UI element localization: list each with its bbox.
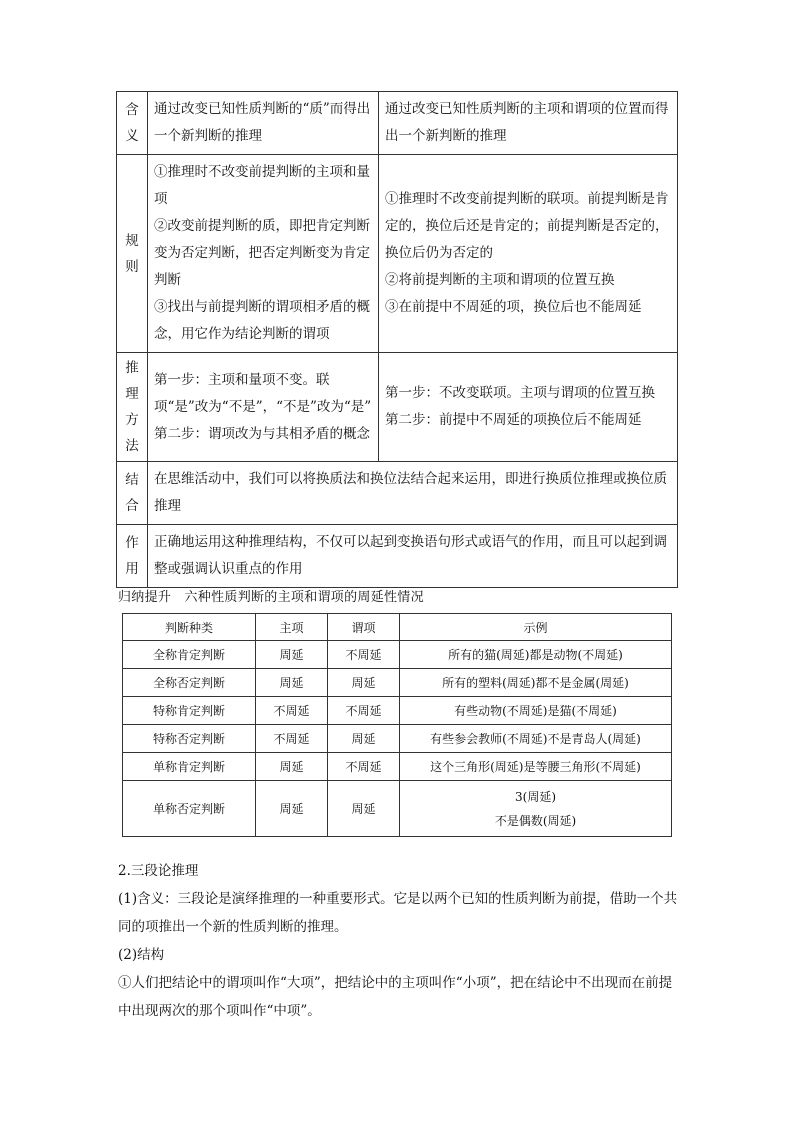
table-cell: 单称否定判断 bbox=[123, 781, 256, 837]
table-cell: 全称肯定判断 bbox=[123, 641, 256, 669]
column-header: 主项 bbox=[256, 614, 328, 641]
table-cell: 周延 bbox=[328, 669, 400, 697]
table-cell: 所有的塑料(周延)都不是金属(周延) bbox=[400, 669, 672, 697]
step-item: 第一步：主项和量项不变。联项“是”改为“不是”，“不是”改为“是” bbox=[154, 371, 372, 415]
table-cell: 周延 bbox=[328, 725, 400, 753]
table-cell: 不周延 bbox=[328, 753, 400, 781]
table-cell: 通过改变已知性质判断的主项和谓项的位置而得出一个新判断的推理 bbox=[379, 92, 678, 155]
example-line: 3(周延) bbox=[515, 789, 556, 804]
row-label: 推理方法 bbox=[117, 353, 148, 462]
table-row bbox=[123, 753, 672, 781]
column-header: 示例 bbox=[400, 614, 672, 641]
table-cell: 不周延 bbox=[256, 697, 328, 725]
table-cell: 不周延 bbox=[328, 697, 400, 725]
table-row bbox=[117, 462, 678, 525]
rule-item: ③找出与前提判断的谓项相矛盾的概念，用它作为结论判断的谓项 bbox=[154, 299, 370, 342]
table-cell: 周延 bbox=[256, 669, 328, 697]
table-header-row bbox=[123, 614, 672, 641]
step-item: 第二步：谓项改为与其相矛盾的概念 bbox=[154, 425, 370, 442]
table-cell: 周延 bbox=[256, 781, 328, 837]
rule-item: ②将前提判断的主项和谓项的位置互换 bbox=[385, 272, 615, 288]
table-cell: 特称否定判断 bbox=[123, 725, 256, 753]
table-cell: 周延 bbox=[256, 641, 328, 669]
distribution-table bbox=[122, 613, 672, 837]
row-label: 规则 bbox=[117, 155, 148, 353]
table-cell: 这个三角形(周延)是等腰三角形(不周延) bbox=[400, 753, 672, 781]
table-cell: 在思维活动中，我们可以将换质法和换位法结合起来运用，即进行换质位推理或换位质推理 bbox=[148, 462, 678, 525]
table-cell: 单称肯定判断 bbox=[123, 753, 256, 781]
table-row bbox=[123, 669, 672, 697]
table-row bbox=[117, 525, 678, 588]
step-item: 第二步：前提中不周延的项换位后不能周延 bbox=[385, 412, 642, 428]
table-row bbox=[123, 641, 672, 669]
table-cell: 不周延 bbox=[256, 725, 328, 753]
table-cell: 通过改变已知性质判断的“质”而得出一个新判断的推理 bbox=[148, 92, 379, 155]
comparison-table bbox=[116, 91, 678, 588]
rule-item: ②改变前提判断的质，即把肯定判断变为否定判断，把否定判断变为肯定判断 bbox=[154, 218, 370, 288]
rule-item: ①推理时不改变前提判断的联项。前提判断是肯定的，换位后还是肯定的；前提判断是否定的，换位后仍为否定的 bbox=[385, 191, 669, 261]
example-line: 不是偶数(周延) bbox=[494, 813, 577, 828]
rule-item: ①推理时不改变前提判断的主项和量项 bbox=[154, 164, 370, 207]
table-cell: 全称否定判断 bbox=[123, 669, 256, 697]
table-cell: 所有的猫(周延)都是动物(不周延) bbox=[400, 641, 672, 669]
row-label: 结合 bbox=[117, 462, 148, 525]
table-cell bbox=[148, 155, 379, 353]
rule-item: ③在前提中不周延的项，换位后也不能周延 bbox=[385, 299, 642, 315]
table-cell bbox=[148, 353, 379, 462]
subsection-heading: 2.三段论推理 bbox=[118, 863, 199, 879]
table-cell: 有些动物(不周延)是猫(不周延) bbox=[400, 697, 672, 725]
table-cell: 特称肯定判断 bbox=[123, 697, 256, 725]
table-cell bbox=[379, 353, 678, 462]
table-row bbox=[117, 155, 678, 353]
table-row bbox=[123, 725, 672, 753]
section-title: 归纳提升 六种性质判断的主项和谓项的周延性情况 bbox=[118, 590, 424, 605]
table-row bbox=[123, 697, 672, 725]
table-cell: 周延 bbox=[328, 781, 400, 837]
row-label: 含义 bbox=[117, 92, 148, 155]
paragraph: ①人们把结论中的谓项叫作“大项”，把结论中的主项叫作“小项”，把在结论中不出现而在前提中出现两次的那个项叫作“中项”。 bbox=[118, 975, 673, 1019]
row-label: 作用 bbox=[117, 525, 148, 588]
table-row bbox=[123, 781, 672, 837]
table-row bbox=[117, 92, 678, 155]
table-cell bbox=[400, 781, 672, 837]
table-cell bbox=[379, 155, 678, 353]
table-cell: 有些参会教师(不周延)不是青岛人(周延) bbox=[400, 725, 672, 753]
column-header: 谓项 bbox=[328, 614, 400, 641]
column-header: 判断种类 bbox=[123, 614, 256, 641]
table-cell: 正确地运用这种推理结构，不仅可以起到变换语句形式或语气的作用，而且可以起到调整或强调认识重点的作用 bbox=[148, 525, 678, 588]
paragraph: (2)结构 bbox=[118, 947, 165, 963]
step-item: 第一步：不改变联项。主项与谓项的位置互换 bbox=[385, 385, 655, 401]
paragraph: (1)含义：三段论是演绎推理的一种重要形式。它是以两个已知的性质判断为前提，借助一个共同的项推出一个新的性质判断的推理。 bbox=[118, 891, 678, 935]
table-row bbox=[117, 353, 678, 462]
table-cell: 不周延 bbox=[328, 641, 400, 669]
table-cell: 周延 bbox=[256, 753, 328, 781]
